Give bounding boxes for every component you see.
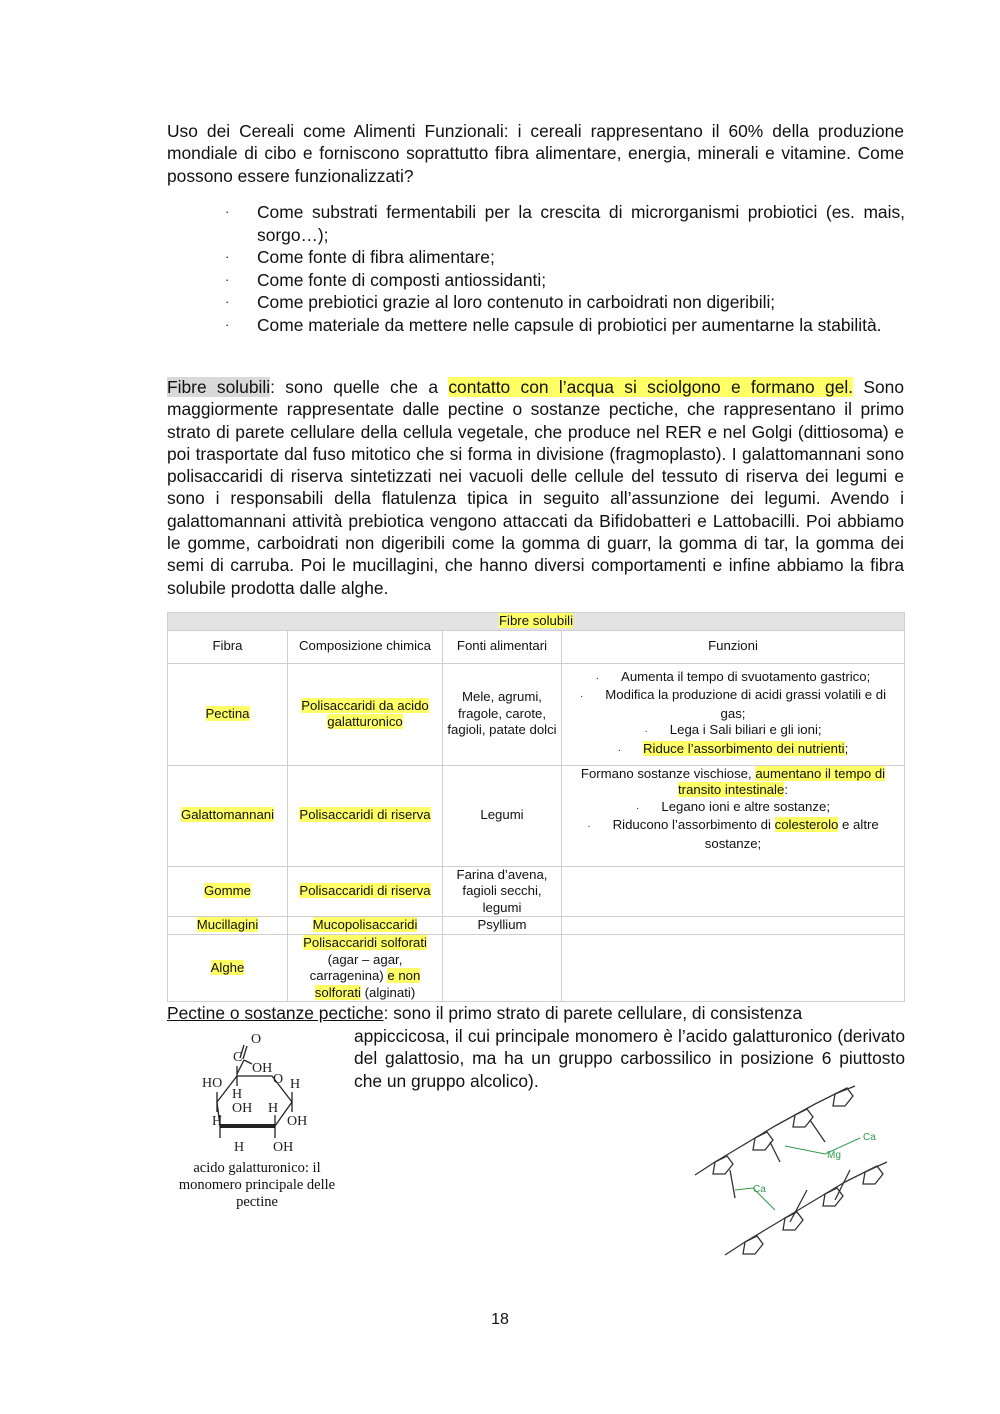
cell-fonti: Farina d’avena, fagioli secchi, legumi xyxy=(443,866,562,917)
function-item: · Aumenta il tempo di svuotamento gastrico; xyxy=(595,668,871,684)
intro-text: Uso dei Cereali come Alimenti Funzionali: i cereali rappresentano il 60% della produzione mondiale di cibo e forniscono soprattutto fibra alimentare, energia, minerali e vitamine. Come possono essere funzionalizzati? xyxy=(167,121,904,186)
fibre-sep: : sono quelle che a xyxy=(270,377,449,397)
bullet-dot: · xyxy=(225,271,230,287)
cell-fonti: Mele, agrumi, fragole, carote, fagioli, patate dolci xyxy=(443,663,562,765)
cell-composizione: Polisaccaridi di riserva xyxy=(299,883,431,899)
cell-composizione: Polisaccaridi di riserva xyxy=(299,807,431,823)
cell-composizione: Polisaccaridi solforati (agar – agar, carragenina) e non solforati (alginati) xyxy=(288,934,443,1001)
header-composizione: Composizione chimica xyxy=(288,630,443,663)
pectine-heading-line xyxy=(167,1002,904,1024)
atom-o-top: O xyxy=(251,1032,262,1047)
pectine-term: Pectine o sostanze pectiche xyxy=(167,1003,384,1023)
fibre-highlight: contatto con l’acqua si sciolgono e formano gel. xyxy=(448,377,854,397)
atom-h1: H xyxy=(290,1077,301,1092)
atom-c: C xyxy=(233,1050,243,1065)
cell-fibra: Mucillagini xyxy=(196,917,259,933)
atom-oh2: OH xyxy=(232,1101,253,1116)
header-funzioni: Funzioni xyxy=(562,630,905,663)
pectine-text: appiccicosa, il cui principale monomero è l’acido galatturonico (derivato del galattosio, ma ha un gruppo carbossilico in posizione 6 piuttosto che un gruppo alcolico). xyxy=(354,1026,905,1091)
cell-fibra: Pectina xyxy=(205,705,250,721)
cell-composizione: Mucopolisaccaridi xyxy=(312,917,418,933)
cell-fibra: Gomme xyxy=(204,883,251,899)
ion-ca-1: Ca xyxy=(863,1132,876,1143)
pectin-network-diagram xyxy=(675,1080,907,1265)
cell-funzioni xyxy=(562,934,905,1001)
ion-ca-2: Ca xyxy=(753,1184,766,1195)
page-number: 18 xyxy=(491,1311,509,1328)
cell-composizione: Polisaccaridi da acido galatturonico xyxy=(301,697,429,730)
atom-h2: H xyxy=(232,1087,243,1102)
fibre-rest: Sono maggiormente rappresentate dalle pectine o sostanze pectiche, che rappresentano il primo strato di parete cellulare della cellula vegetale, che produce nel RER e nel Golgi (dittiosoma) e poi trasportate dal fuso mitotico che si forma in divisione (fragmoplasto). I galattomannani sono polisaccaridi di riserva sintetizzati nei vacuoli delle cellule del tessuto di riserva dei legumi e sono i responsabili della flatulenza tipica in seguito all’assunzione dei legumi. Avendo i galattomannani attività prebiotica vengono attaccati da Bifidobatteri e Lattobacilli. Poi abbiamo le gomme, carboidrati non digeribili come la gomma di guarr, la gomma di tar, la gomma dei semi di carruba. Poi le mucillagini, che hanno diversi comportamenti e infine abbiamo la fibra solubile prodotta dalle alghe. xyxy=(167,377,905,598)
list-item: · Come materiale da mettere nelle capsule di probiotici per aumentarne la stabilità. xyxy=(225,314,882,335)
bullet-dot: · xyxy=(225,316,230,332)
cell-fonti: Psyllium xyxy=(443,917,562,935)
list-item: · Come fonte di fibra alimentare; xyxy=(225,247,495,268)
fibre-solubili-paragraph xyxy=(167,376,904,599)
table-row xyxy=(168,917,905,935)
atom-o-ring: O xyxy=(273,1072,284,1087)
cell-fonti: Legumi xyxy=(443,765,562,866)
function-item: · Legano ioni e altre sostanze; xyxy=(636,798,830,814)
cell-funzioni xyxy=(562,663,905,765)
cell-fibra: Alghe xyxy=(210,959,245,975)
atom-oh3: OH xyxy=(287,1114,308,1129)
table-row xyxy=(168,765,905,866)
cell-fibra: Galattomannani xyxy=(180,807,275,823)
atom-oh-carboxyl: OH xyxy=(252,1061,273,1076)
list-item: · Come prebiotici grazie al loro contenuto in carboidrati non digeribili; xyxy=(225,292,776,313)
table-row xyxy=(168,866,905,917)
table-title-row xyxy=(168,613,905,631)
ion-mg: Mg xyxy=(827,1150,841,1161)
table-header-row xyxy=(168,630,905,663)
atom-ho: HO xyxy=(202,1076,223,1091)
table-title: Fibre solubili xyxy=(498,613,574,628)
fibre-term: Fibre solubili xyxy=(167,377,271,397)
function-item: · Lega i Sali biliari e gli ioni; xyxy=(644,722,822,738)
structure-caption: acido galatturonico: il monomero principale delle pectine xyxy=(178,1160,336,1210)
atom-oh4: OH xyxy=(273,1140,294,1155)
header-fibra: Fibra xyxy=(168,630,288,663)
list-item: · Come substrati fermentabili per la crescita di microrganismi probiotici (es. mais, sorgo…); xyxy=(225,202,905,245)
function-item: · Modifica la produzione di acidi grassi volatili e di gas; xyxy=(579,687,887,721)
fibre-table xyxy=(167,612,905,1002)
bullet-dot: · xyxy=(225,249,230,265)
table-row xyxy=(168,663,905,765)
atom-h3: H xyxy=(268,1101,279,1116)
list-item: · Come fonte di composti antiossidanti; xyxy=(225,269,547,290)
cell-funzioni xyxy=(562,917,905,935)
function-item: Formano sostanze vischiose, aumentano il tempo di transito intestinale: xyxy=(580,765,886,798)
atom-h5: H xyxy=(234,1140,245,1155)
function-item: · Riduce l’assorbimento dei nutrienti; xyxy=(617,740,849,756)
cell-funzioni xyxy=(562,765,905,866)
bullet-dot: · xyxy=(225,204,230,219)
cell-funzioni xyxy=(562,866,905,917)
header-fonti: Fonti alimentari xyxy=(443,630,562,663)
bullet-dot: · xyxy=(225,294,230,310)
atom-h4: H xyxy=(212,1114,223,1129)
cell-fonti xyxy=(443,934,562,1001)
intro-paragraph xyxy=(167,120,904,187)
cereal-uses-list xyxy=(225,201,905,337)
table-row xyxy=(168,934,905,1001)
function-item: · Riducono l’assorbimento di colesterolo e altre sostanze; xyxy=(587,817,879,851)
pectine-line1: : sono il primo strato di parete cellulare, di consistenza xyxy=(383,1003,803,1023)
